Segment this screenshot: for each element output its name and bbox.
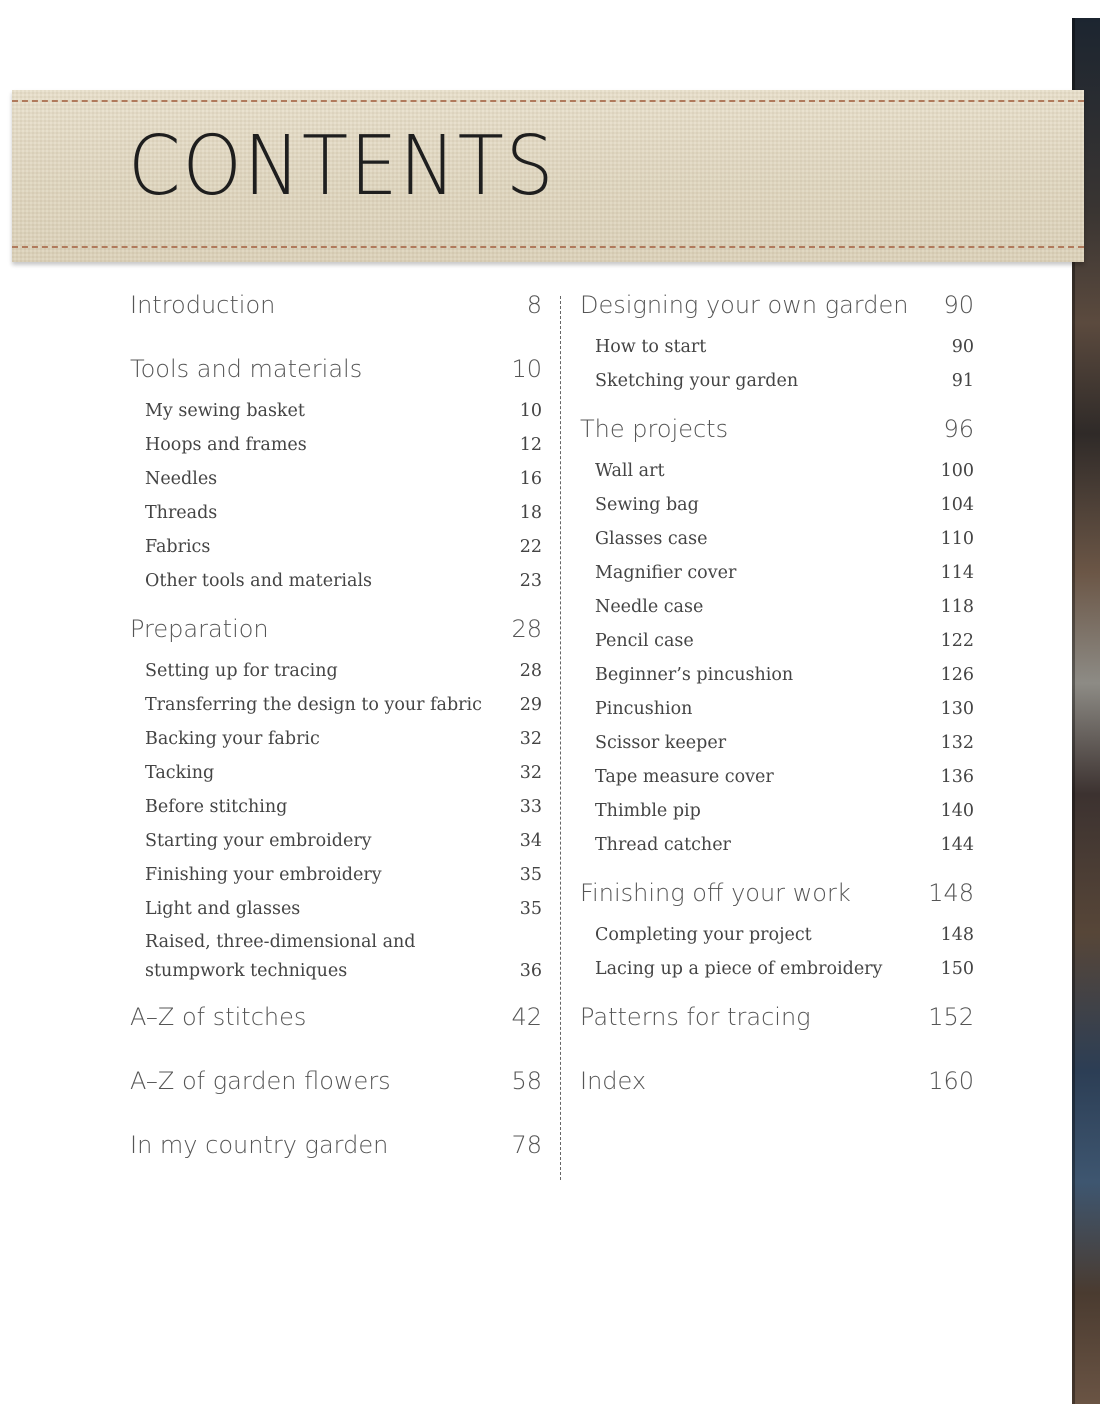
toc-subentry[interactable] (130, 926, 542, 986)
toc-subentry[interactable] (580, 454, 974, 488)
toc-subentry[interactable] (130, 790, 542, 824)
toc-subentry-title: Before stitching (145, 797, 288, 817)
toc-subentry[interactable] (130, 722, 542, 756)
toc-section-page: 28 (511, 615, 542, 643)
toc-section-title: Introduction (130, 291, 276, 319)
toc-subentry-page: 22 (519, 537, 542, 557)
toc-subentry-title: Starting your embroidery (145, 831, 372, 851)
toc-subentry-page: 34 (519, 831, 542, 851)
toc-subentry-page: 18 (519, 503, 542, 523)
toc-subentry[interactable] (580, 760, 974, 794)
toc-subentry-page: 29 (519, 695, 542, 715)
toc-subentry-page: 90 (951, 337, 974, 357)
section-gap (130, 1106, 542, 1120)
contents-left-column (130, 280, 542, 1170)
toc-subentry-page: 28 (519, 661, 542, 681)
toc-subentry[interactable] (130, 654, 542, 688)
toc-subentry-title: Wall art (595, 461, 665, 481)
toc-subentry-title: Tape measure cover (595, 767, 774, 787)
section-gap (580, 1042, 974, 1056)
toc-section-title: Patterns for tracing (580, 1003, 811, 1031)
toc-subentry-title: Needle case (595, 597, 704, 617)
toc-subentry[interactable] (580, 556, 974, 590)
toc-subentry[interactable] (580, 624, 974, 658)
toc-subentry-page: 16 (519, 469, 542, 489)
toc-section-title: Finishing off your work (580, 879, 851, 907)
toc-section-entry[interactable] (130, 992, 542, 1042)
toc-section-page: 58 (511, 1067, 542, 1095)
column-divider (560, 296, 561, 1180)
toc-subentry-title: Glasses case (595, 529, 708, 549)
toc-subentry-title: Sketching your garden (595, 371, 799, 391)
toc-subentry-page: 36 (519, 961, 542, 981)
toc-subentry-page: 91 (951, 371, 974, 391)
toc-subentry-title: Completing your project (595, 925, 812, 945)
section-gap (130, 1042, 542, 1056)
toc-subentry-title: Lacing up a piece of embroidery (595, 959, 883, 979)
toc-section-entry[interactable] (580, 1056, 974, 1106)
toc-section-page: 90 (943, 291, 974, 319)
toc-subentry[interactable] (130, 688, 542, 722)
toc-subentry-title: How to start (595, 337, 707, 357)
stitch-line-top (12, 100, 1084, 102)
toc-section-title: Tools and materials (130, 355, 363, 383)
toc-subentry-page: 12 (519, 435, 542, 455)
toc-subentry[interactable] (580, 794, 974, 828)
toc-subentry-title: Backing your fabric (145, 729, 320, 749)
toc-subentry[interactable] (130, 462, 542, 496)
toc-section-page: 152 (928, 1003, 974, 1031)
toc-subentry[interactable] (130, 564, 542, 598)
page-title: CONTENTS (128, 119, 556, 214)
toc-section-entry[interactable] (580, 868, 974, 918)
toc-subentry-page: 144 (940, 835, 974, 855)
toc-subentry-page: 114 (940, 563, 974, 583)
toc-subentry-title: Scissor keeper (595, 733, 727, 753)
toc-subentry-page: 150 (940, 959, 974, 979)
toc-subentry-title: Transferring the design to your fabric (145, 695, 482, 715)
toc-subentry[interactable] (580, 726, 974, 760)
toc-subentry-title: Thimble pip (595, 801, 701, 821)
fabric-header-banner (12, 90, 1084, 262)
contents-right-column (580, 280, 974, 1106)
toc-subentry-page: 100 (940, 461, 974, 481)
toc-subentry-title: Pincushion (595, 699, 693, 719)
toc-subentry[interactable] (130, 496, 542, 530)
toc-subentry-page: 122 (940, 631, 974, 651)
toc-subentry-title: Tacking (145, 763, 215, 783)
toc-subentry-page: 126 (940, 665, 974, 685)
toc-section-page: 42 (511, 1003, 542, 1031)
toc-subentry[interactable] (580, 488, 974, 522)
toc-subentry[interactable] (130, 756, 542, 790)
toc-subentry-title: Finishing your embroidery (145, 865, 382, 885)
toc-section-page: 148 (928, 879, 974, 907)
toc-section-title: A–Z of garden flowers (130, 1067, 391, 1095)
toc-subentry[interactable] (580, 692, 974, 726)
toc-subentry-page: 148 (940, 925, 974, 945)
toc-subentry[interactable] (130, 428, 542, 462)
toc-subentry-title: My sewing basket (145, 401, 305, 421)
toc-section-title: The projects (580, 415, 729, 443)
toc-subentry[interactable] (130, 394, 542, 428)
toc-subentry[interactable] (580, 522, 974, 556)
toc-section-entry[interactable] (130, 280, 542, 330)
toc-subentry-page: 118 (940, 597, 974, 617)
toc-subentry-page: 140 (940, 801, 974, 821)
toc-subentry-title: Hoops and frames (145, 435, 307, 455)
toc-subentry[interactable] (580, 918, 974, 952)
toc-subentry[interactable] (580, 952, 974, 986)
toc-subentry-page: 32 (519, 729, 542, 749)
toc-subentry-title: Beginner’s pincushion (595, 665, 794, 685)
toc-subentry[interactable] (130, 530, 542, 564)
toc-subentry-title: Thread catcher (595, 835, 731, 855)
toc-subentry-page: 10 (519, 401, 542, 421)
toc-section-entry[interactable] (130, 344, 542, 394)
toc-section-title: A–Z of stitches (130, 1003, 307, 1031)
toc-section-page: 78 (511, 1131, 542, 1159)
toc-section-title: Index (580, 1067, 647, 1095)
toc-section-page: 160 (928, 1067, 974, 1095)
toc-subentry-page: 35 (519, 865, 542, 885)
toc-section-entry[interactable] (580, 992, 974, 1042)
toc-section-title: Preparation (130, 615, 269, 643)
toc-section-entry[interactable] (130, 604, 542, 654)
toc-subentry-page: 32 (519, 763, 542, 783)
toc-subentry-page: 104 (940, 495, 974, 515)
toc-section-page: 8 (526, 291, 542, 319)
toc-subentry-title: Light and glasses (145, 899, 301, 919)
toc-subentry-title: Raised, three-dimensional and stumpwork techniques (145, 932, 416, 981)
toc-subentry[interactable] (580, 658, 974, 692)
toc-section-entry[interactable] (130, 1120, 542, 1170)
toc-section-page: 10 (511, 355, 542, 383)
toc-subentry-page: 33 (519, 797, 542, 817)
toc-subentry-title: Needles (145, 469, 218, 489)
toc-section-entry[interactable] (580, 404, 974, 454)
toc-subentry[interactable] (580, 828, 974, 862)
toc-subentry[interactable] (580, 364, 974, 398)
toc-subentry-page: 136 (940, 767, 974, 787)
toc-subentry[interactable] (580, 330, 974, 364)
toc-subentry-page: 23 (519, 571, 542, 591)
section-gap (130, 330, 542, 344)
toc-subentry-page: 110 (940, 529, 974, 549)
toc-subentry-title: Pencil case (595, 631, 694, 651)
toc-section-title: In my country garden (130, 1131, 389, 1159)
stitch-line-bottom (12, 246, 1084, 248)
toc-subentry-page: 132 (940, 733, 974, 753)
toc-subentry-title: Magnifier cover (595, 563, 737, 583)
toc-subentry-title: Setting up for tracing (145, 661, 338, 681)
toc-section-entry[interactable] (580, 280, 974, 330)
toc-subentry-title: Threads (145, 503, 218, 523)
toc-subentry-page: 35 (519, 899, 542, 919)
toc-subentry-title: Other tools and materials (145, 571, 373, 591)
toc-subentry[interactable] (580, 590, 974, 624)
toc-section-title: Designing your own garden (580, 291, 909, 319)
toc-subentry-title: Sewing bag (595, 495, 699, 515)
toc-section-entry[interactable] (130, 1056, 542, 1106)
toc-subentry[interactable] (130, 858, 542, 892)
toc-subentry[interactable] (130, 892, 542, 926)
toc-subentry-title: Fabrics (145, 537, 211, 557)
toc-subentry-page: 130 (940, 699, 974, 719)
toc-section-page: 96 (943, 415, 974, 443)
toc-subentry[interactable] (130, 824, 542, 858)
